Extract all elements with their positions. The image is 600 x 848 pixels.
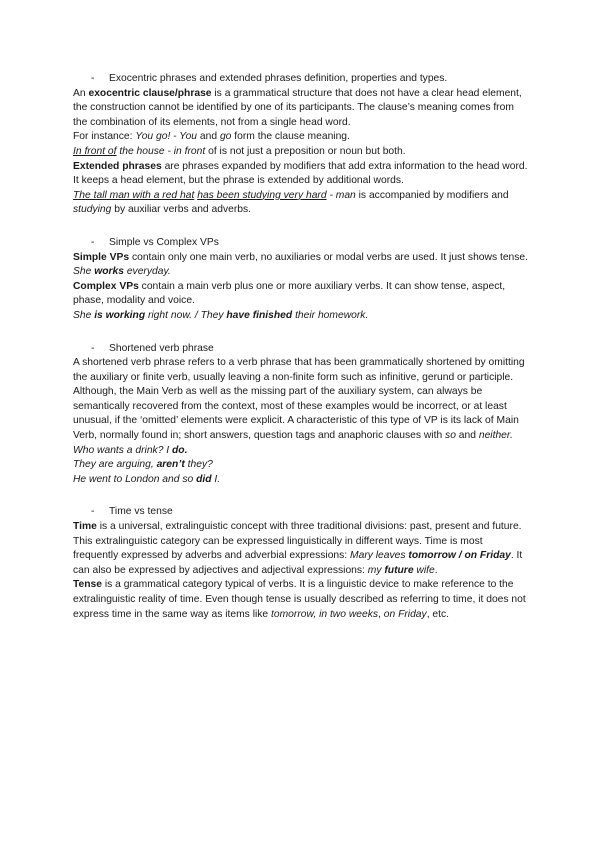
bullet-heading-exocentric xyxy=(73,72,529,87)
text-run: and xyxy=(455,430,479,442)
heading-text: Shortened verb phrase xyxy=(109,342,214,354)
paragraph-shortened-definition xyxy=(73,356,529,444)
text-run: is a grammatical category typical of verbs. It is a linguistic device to make reference to the extralinguistic reality of time. Even though tense is usually described as referring to time, it does not express time in the same way as items like xyxy=(73,579,526,620)
paragraph-complex-vps xyxy=(73,280,529,309)
text-run: I. xyxy=(211,473,221,485)
example-italic: wife xyxy=(413,564,435,576)
text-run: They are arguing, xyxy=(73,459,157,471)
example-italic: neither. xyxy=(478,430,513,442)
dash-marker: - xyxy=(91,506,95,518)
paragraph-simple-vps xyxy=(73,251,529,266)
bullet-heading-shortened xyxy=(73,342,529,357)
paragraph-extended-definition xyxy=(73,160,529,189)
paragraph-exocentric-definition xyxy=(73,87,529,131)
term-bold: Tense xyxy=(73,579,102,591)
example-italic: the house - in front xyxy=(116,145,206,157)
paragraph-example xyxy=(73,458,529,473)
term-bold: tomorrow / on Friday xyxy=(408,550,511,562)
example-italic: so xyxy=(445,430,456,442)
paragraph-example xyxy=(73,309,529,324)
spacer xyxy=(73,324,529,342)
text-run: He went to London and so xyxy=(73,473,197,485)
example-italic: on Friday xyxy=(383,608,427,620)
document-page xyxy=(73,72,529,622)
spacer xyxy=(73,218,529,236)
text-run: right now. / They xyxy=(145,309,227,321)
example-underlined: In front of xyxy=(73,145,117,157)
heading-text: Simple vs Complex VPs xyxy=(109,236,219,248)
term-bold: Complex VPs xyxy=(73,280,139,292)
bullet-heading-vps xyxy=(73,236,529,251)
example-italic: studying xyxy=(73,204,112,216)
text-run: She xyxy=(73,266,95,278)
text-run: is a universal, extralinguistic concept with three traditional divisions: past, present and future. This extralinguistic category can be expressed linguistically in different ways. Time is most frequently expressed by adverbs and adverbial expressions: xyxy=(73,521,522,562)
term-bold: Time xyxy=(73,521,97,533)
example-italic: - xyxy=(326,189,336,201)
text-run: and xyxy=(197,131,220,143)
example-underlined: has been studying very hard xyxy=(197,189,327,201)
example-italic: go xyxy=(219,131,232,143)
paragraph-example xyxy=(73,265,529,280)
paragraph-example xyxy=(73,189,529,218)
text-run: are phrases expanded by modifiers that add extra information to the head word. It keeps a head element, but the phrase is extended by additional words. xyxy=(73,160,528,187)
term-bold: is working xyxy=(94,309,146,321)
text-run: , xyxy=(378,608,384,620)
dash-marker: - xyxy=(91,236,95,248)
text-run: She xyxy=(73,309,95,321)
text-run: Who wants a drink? I xyxy=(73,444,173,456)
paragraph-example xyxy=(73,444,529,459)
text-run: everyday. xyxy=(123,266,171,278)
text-run: contain only one main verb, no auxiliaries or modal verbs are used. It just shows tense. xyxy=(129,251,529,263)
dash-marker: - xyxy=(91,342,95,354)
heading-text: Exocentric phrases and extended phrases definition, properties and types. xyxy=(109,73,448,84)
example-italic: Mary leaves xyxy=(350,550,409,562)
text-run: , etc. xyxy=(426,608,450,620)
term-bold: works xyxy=(94,266,124,278)
example-italic: tomorrow, in two weeks xyxy=(271,608,379,620)
text-run: A shortened verb phrase refers to a verb phrase that has been grammatically shortened by omitting the auxiliary or finite verb, usually leaving a non-finite form such as infinitive, gerund or participle. Although, the Main Verb as well as the missing part of the auxiliary system, can always be semantically recovered from the context, most of these examples would be incorrect, or at least unusual, if the ‘omitted’ elements were explicit. A characteristic of this type of VP is its lack of Main Verb, normally found in; short answers, question tags and anaphoric clauses with xyxy=(73,357,525,442)
text-run: of is not just a preposition or noun but both. xyxy=(205,145,406,157)
example-italic: man xyxy=(335,189,356,201)
term-bold: aren’t xyxy=(156,459,185,471)
term-bold: did xyxy=(196,473,212,485)
term-bold: future xyxy=(384,564,414,576)
term-bold: do. xyxy=(172,444,188,456)
paragraph-example xyxy=(73,473,529,488)
text-run: by auxiliar verbs and adverbs. xyxy=(111,204,252,216)
text-run: their homework. xyxy=(292,309,369,321)
text-run: . xyxy=(434,564,438,576)
term-bold: exocentric clause/phrase xyxy=(88,87,212,99)
paragraph-time-definition xyxy=(73,520,529,578)
example-italic: my xyxy=(367,564,385,576)
text-run: An xyxy=(73,87,89,99)
text-run: is accompanied by modifiers and xyxy=(355,189,509,201)
text-run: form the clause meaning. xyxy=(231,131,350,143)
paragraph-example xyxy=(73,145,529,160)
heading-text: Time vs tense xyxy=(109,506,173,518)
example-underlined: The tall man with a red hat xyxy=(73,189,195,201)
dash-marker: - xyxy=(91,73,95,84)
bullet-heading-time xyxy=(73,505,529,520)
spacer xyxy=(73,487,529,505)
term-bold: Simple VPs xyxy=(73,251,130,263)
text-run: For instance: xyxy=(73,131,136,143)
text-run: is a grammatical structure that does not have a clear head element, the construction cannot be identified by one of its participants. The clause’s meaning comes from the combination of its elements, not from a single head word. xyxy=(73,87,522,128)
text-run: they? xyxy=(184,459,213,471)
text-run: contain a main verb plus one or more auxiliary verbs. It can show tense, aspect, phase, modality and voice. xyxy=(73,280,506,307)
term-bold: Extended phrases xyxy=(73,160,162,172)
text-run: . It can also be expressed by adjectives and adjectival expressions: xyxy=(73,550,523,576)
paragraph-tense-definition xyxy=(73,578,529,622)
term-bold: have finished xyxy=(226,309,293,321)
paragraph-example xyxy=(73,130,529,145)
example-italic: You go! - You xyxy=(135,131,198,143)
